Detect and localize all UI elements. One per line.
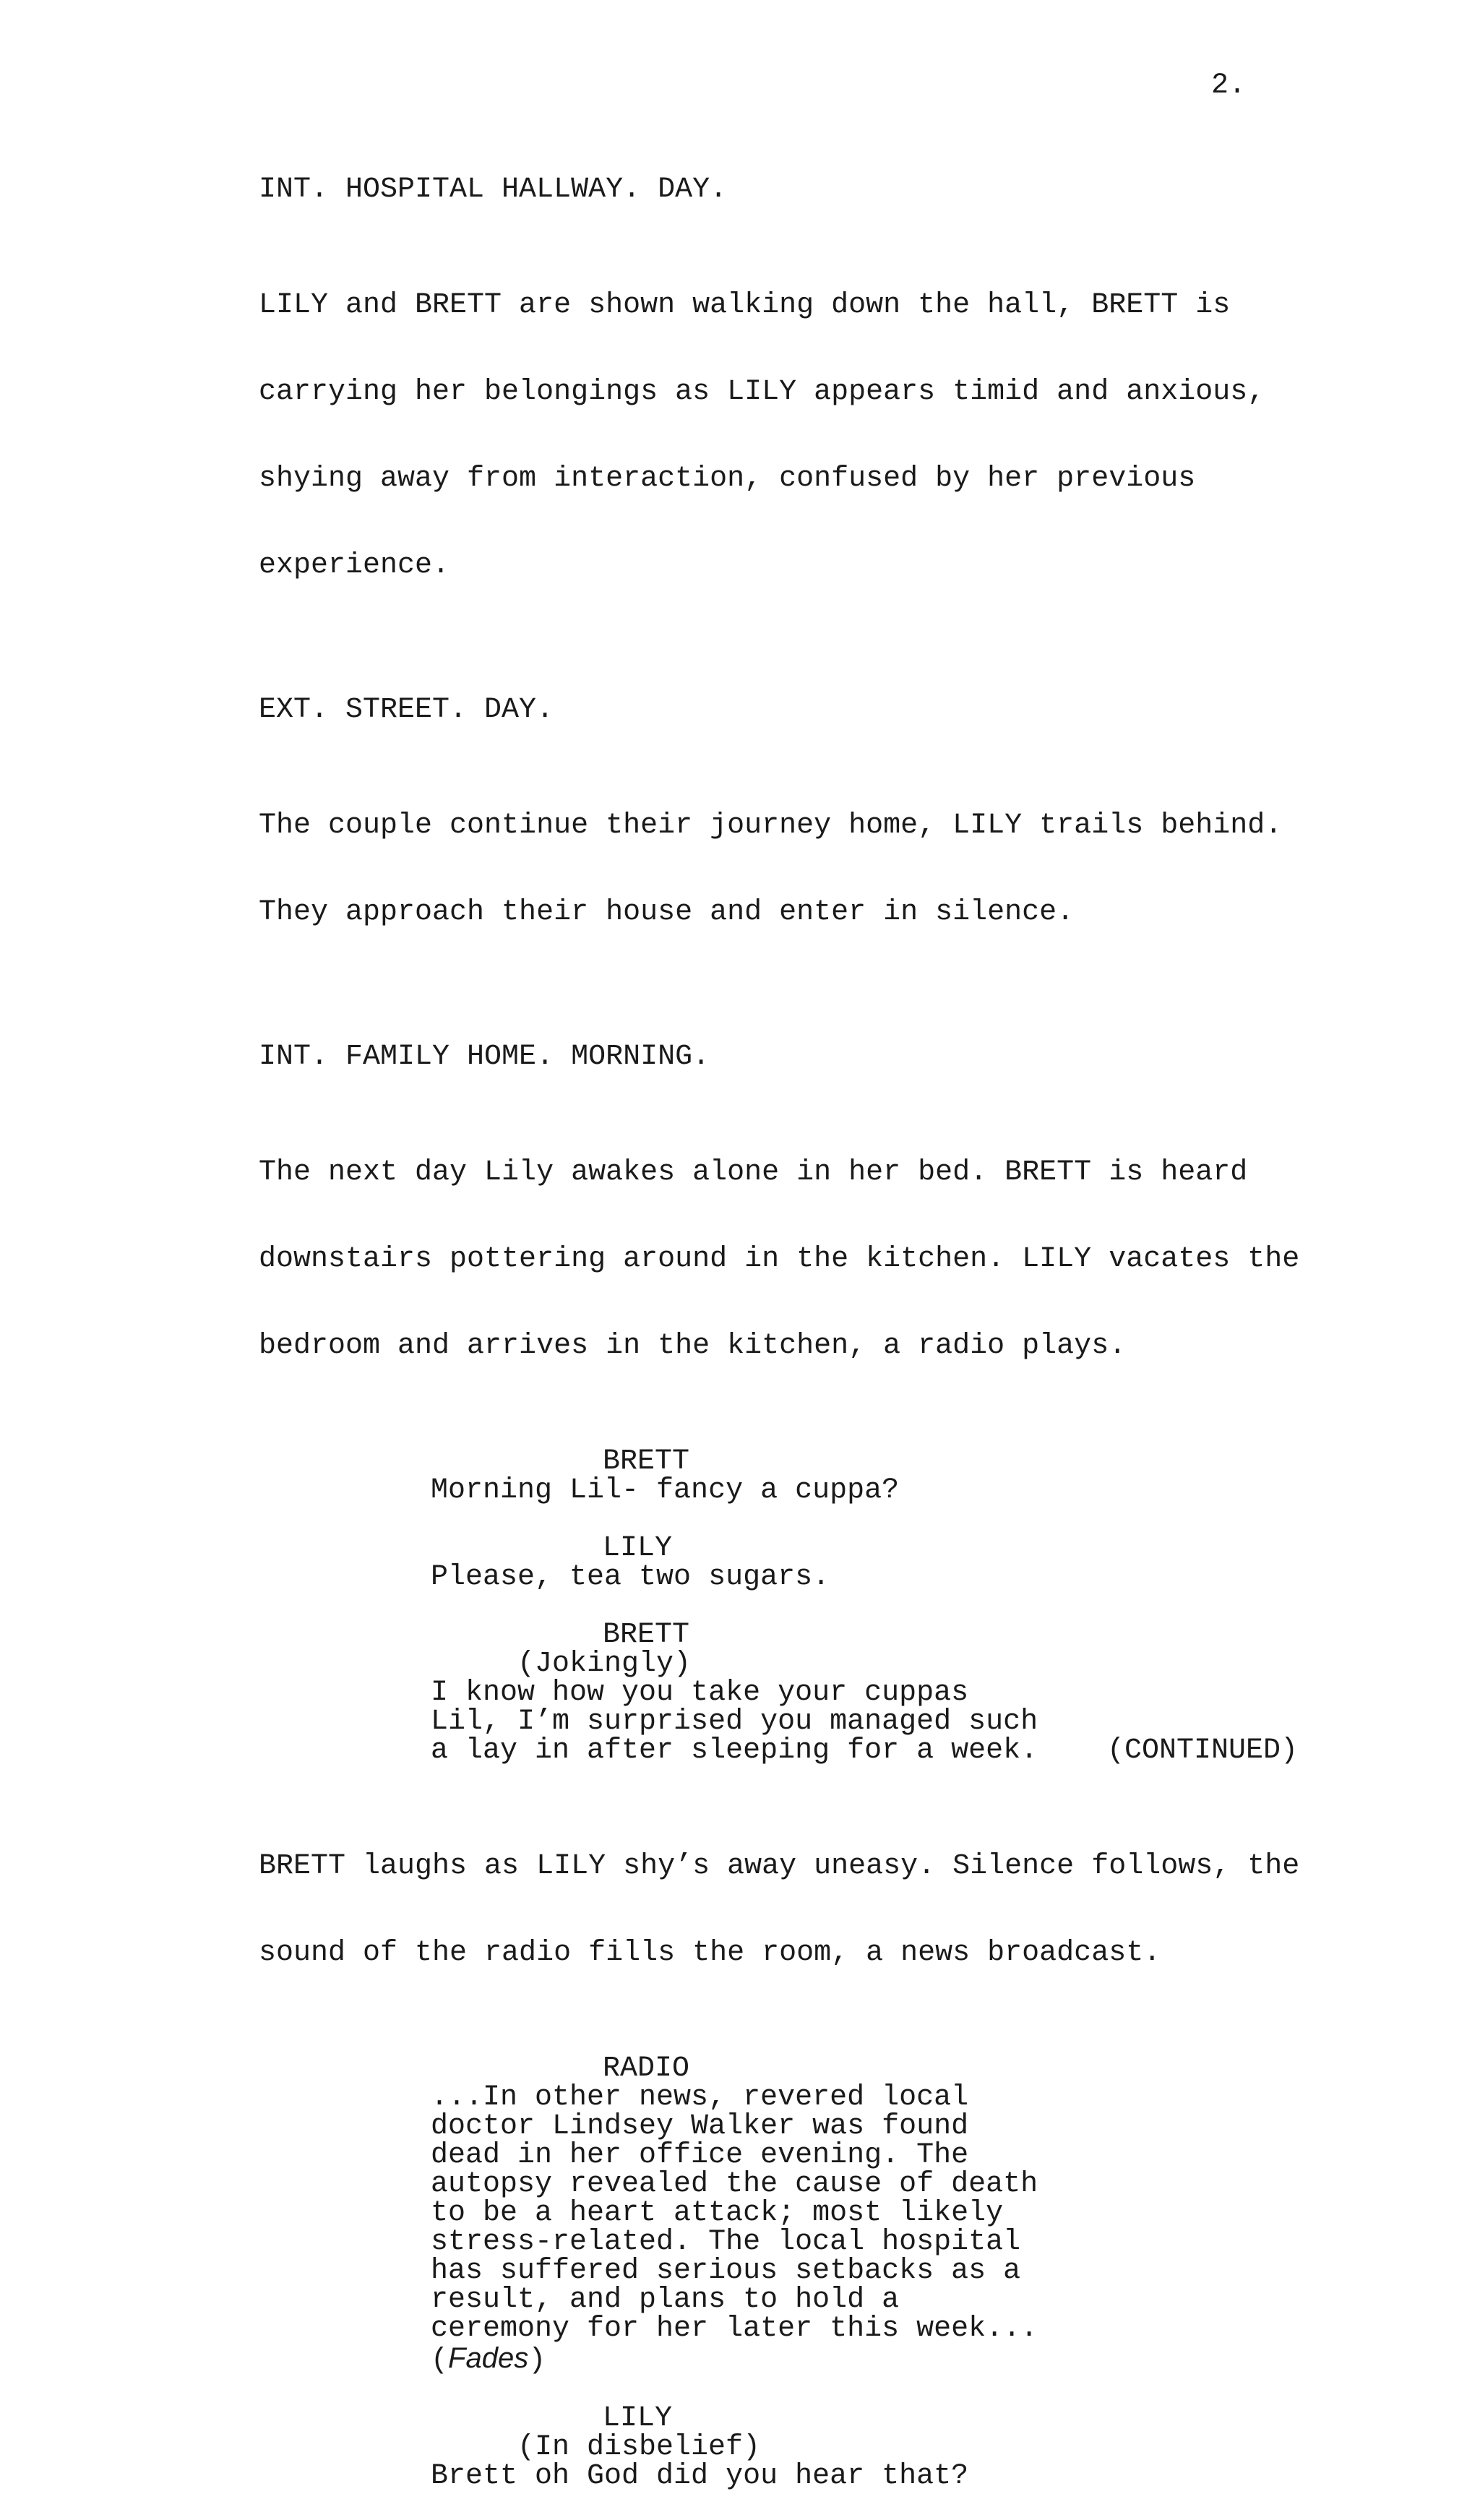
screenplay-body <box>0 173 1480 2520</box>
parenthetical: (Jokingly) <box>517 1648 692 1680</box>
dialogue-block <box>0 1534 1480 1592</box>
action-line: BRETT laughs as LILY shy’s away uneasy. Silence follows, the <box>259 1850 1300 1883</box>
dialogue-line: Morning Lil- fancy a cuppa? <box>431 1474 900 1507</box>
action-block <box>259 754 1314 985</box>
dialogue-line: a lay in after sleeping for a week. <box>431 1734 1038 1767</box>
dialogue-line: has suffered serious setbacks as a <box>431 2255 1021 2287</box>
dialogue-line: Please, tea two sugars. <box>431 1561 830 1594</box>
action-line: shying away from interaction, confused by her previous <box>259 463 1196 495</box>
action-line: The couple continue their journey home, LILY trails behind. <box>259 809 1283 842</box>
dialogue-line: result, and plans to hold a <box>431 2284 900 2316</box>
dialogue-line: ceremony for her later this week... <box>431 2313 1038 2345</box>
action-line: sound of the radio fills the room, a news broadcast. <box>259 1937 1161 1969</box>
scene-heading: INT. HOSPITAL HALLWAY. DAY. <box>259 173 728 206</box>
dialogue-line: I know how you take your cuppas <box>431 1677 969 1709</box>
action-line: downstairs pottering around in the kitchen. LILY vacates the <box>259 1243 1300 1276</box>
action-block <box>259 1794 1314 2026</box>
dialogue-line: Brett oh God did you hear that? <box>431 2460 969 2493</box>
fades-open-paren: ( <box>431 2344 449 2377</box>
dialogue-line: dead in her office evening. The <box>431 2139 969 2172</box>
dialogue-block <box>0 2404 1480 2491</box>
fades-close-paren: ) <box>528 2344 546 2377</box>
action-line: LILY and BRETT are shown walking down the hall, BRETT is <box>259 289 1231 322</box>
action-line: The next day Lily awakes alone in her bed. BRETT is heard <box>259 1156 1248 1189</box>
action-line: bedroom and arrives in the kitchen, a radio plays. <box>259 1330 1127 1362</box>
page-number: 2. <box>1211 69 1247 102</box>
action-block <box>259 1101 1314 1419</box>
scene-heading: EXT. STREET. DAY. <box>259 694 554 726</box>
dialogue-block <box>0 2052 1480 2377</box>
dialogue-line: ...In other news, revered local <box>431 2081 969 2114</box>
dialogue-line: Lil, I’m surprised you managed such <box>431 1706 1038 1738</box>
character-name: BRETT <box>603 1445 690 1478</box>
dialogue-block <box>0 1445 1480 1507</box>
character-name: RADIO <box>603 2052 690 2085</box>
parenthetical: (In disbelief) <box>517 2431 761 2464</box>
dialogue-line: autopsy revealed the cause of death <box>431 2168 1038 2201</box>
action-line: They approach their house and enter in silence. <box>259 896 1075 929</box>
dialogue-line: doctor Lindsey Walker was found <box>431 2110 969 2143</box>
character-name: LILY <box>603 1532 673 1565</box>
character-name: LILY <box>603 2402 673 2435</box>
action-block <box>259 233 1314 638</box>
action-line: carrying her belongings as LILY appears timid and anxious, <box>259 376 1265 408</box>
dialogue-line: stress-related. The local hospital <box>431 2226 1021 2258</box>
action-line: experience. <box>259 549 450 582</box>
scene-heading: INT. FAMILY HOME. MORNING. <box>259 1041 710 1073</box>
character-name: BRETT <box>603 1619 690 1651</box>
fades-direction <box>431 2344 1480 2375</box>
fades-word: Fades <box>448 2342 529 2374</box>
dialogue-line: to be a heart attack; most likely <box>431 2197 1004 2229</box>
continued-marker: (CONTINUED) <box>1107 1734 1299 1767</box>
